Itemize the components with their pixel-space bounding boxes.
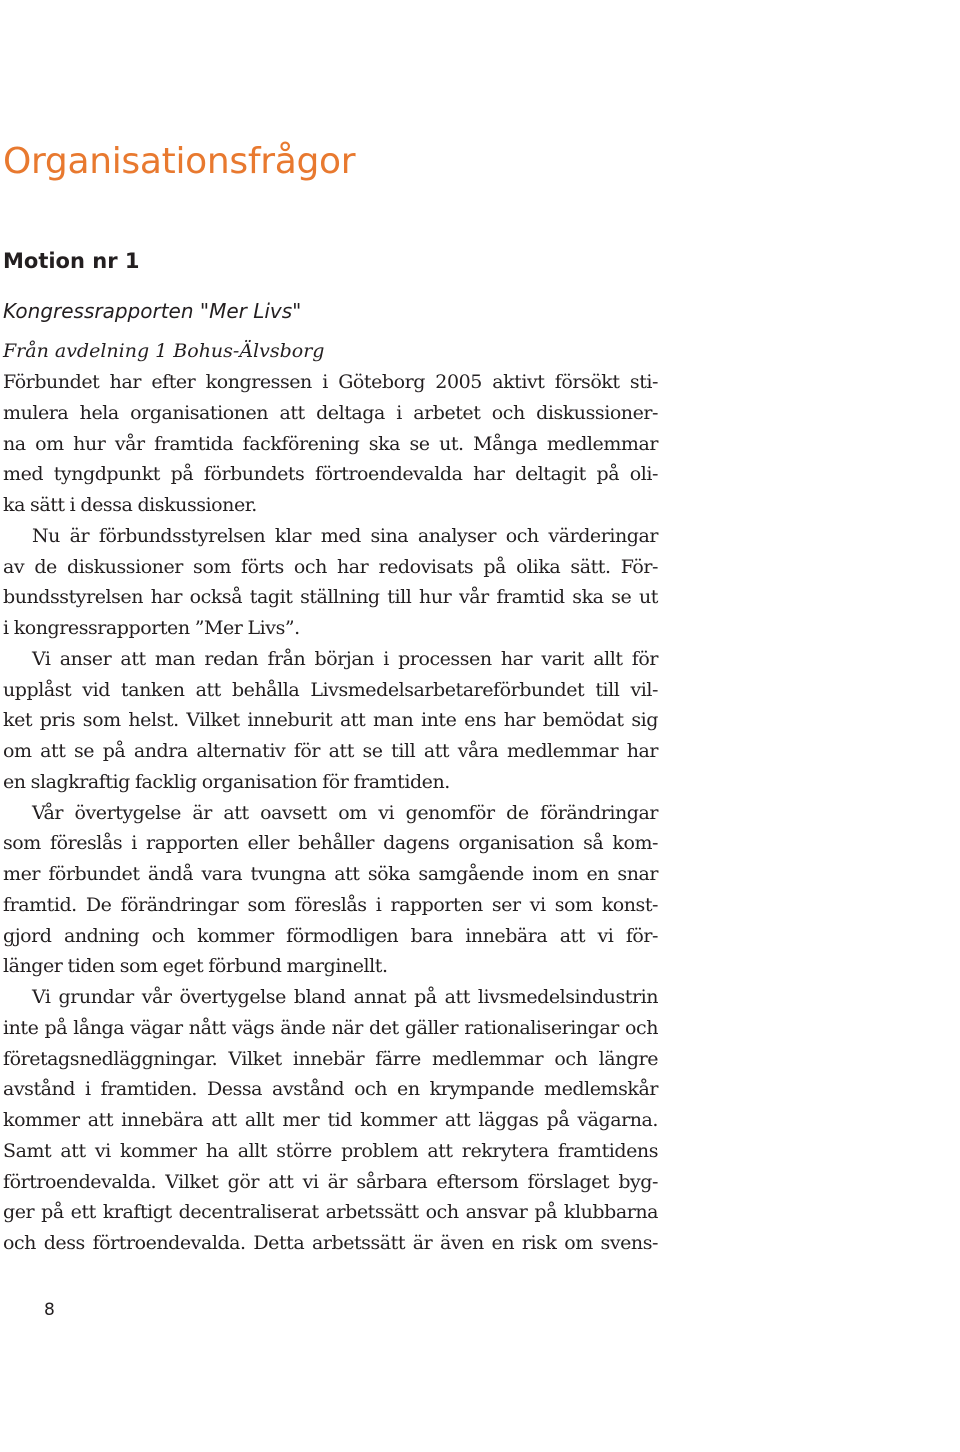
text-line: med tyngdpunkt på förbundets förtroendevalda har deltagit på oli- — [3, 463, 658, 486]
text-line: gjord andning och kommer förmodligen bara innebära att vi för- — [3, 924, 658, 947]
text-line: och dess förtroendevalda. Detta arbetssätt är även en risk om svens- — [3, 1232, 658, 1254]
text-line: Vi grundar vår övertygelse bland annat på att livsmedelsindustrin — [32, 986, 658, 1008]
text-line: framtid. De förändringar som föreslås i rapporten ser vi som konst- — [3, 893, 658, 916]
text-line: inte på långa vägar nått vägs ände när det gäller rationaliseringar och — [3, 1016, 658, 1039]
text-line: mulera hela organisationen att deltaga i arbetet och diskussioner- — [3, 401, 658, 424]
text-line: mer förbundet ändå vara tvungna att söka samgående inom en snar — [3, 863, 658, 885]
text-line: som föreslås i rapporten eller behåller dagens organisation så kom- — [3, 832, 658, 855]
paragraph-2 — [3, 521, 658, 644]
text-line: kommer att innebära att allt mer tid kommer att läggas på vägarna. — [3, 1109, 658, 1131]
paragraph-3 — [3, 644, 658, 798]
paragraph-5 — [3, 982, 658, 1259]
text-line: Förbundet har efter kongressen i Göteborg 2005 aktivt försökt sti- — [3, 371, 658, 393]
text-line: företagsnedläggningar. Vilket innebär färre medlemmar och längre — [3, 1047, 658, 1070]
page-number: 8 — [44, 1300, 55, 1320]
paragraph-1 — [3, 367, 658, 521]
text-line: Vi anser att man redan från början i processen har varit allt för — [32, 647, 658, 670]
text-line: Nu är förbundsstyrelsen klar med sina analyser och värderingar — [32, 524, 658, 547]
motion-from: Från avdelning 1 Bohus-Älvsborg — [3, 340, 325, 362]
motion-heading: Motion nr 1 — [3, 249, 140, 273]
text-line: ket pris som helst. Vilket inneburit att man inte ens har bemödat sig — [3, 709, 658, 732]
text-line: na om hur vår framtida fackförening ska se ut. Många medlemmar — [3, 432, 658, 455]
text-line: förtroendevalda. Vilket gör att vi är sårbara eftersom förslaget byg- — [3, 1170, 658, 1193]
text-line: Vår övertygelse är att oavsett om vi genomför de förändringar — [32, 801, 658, 824]
text-line: upplåst vid tanken att behålla Livsmedelsarbetareförbundet till vil- — [3, 678, 658, 701]
text-line: bundsstyrelsen har också tagit ställning till hur vår framtid ska se ut — [3, 586, 658, 609]
text-line: en slagkraftig facklig organisation för framtiden. — [3, 770, 450, 793]
text-line: av de diskussioner som förts och har redovisats på olika sätt. För- — [3, 555, 658, 578]
paragraph-4 — [3, 798, 658, 983]
page-title: Organisationsfrågor — [3, 141, 356, 182]
body-text — [3, 367, 658, 1259]
text-line: Samt att vi kommer ha allt större problem att rekrytera framtidens — [3, 1139, 658, 1162]
motion-subject: Kongressrapporten "Mer Livs" — [3, 299, 302, 323]
text-line: i kongressrapporten ”Mer Livs”. — [3, 617, 300, 639]
text-line: ka sätt i dessa diskussioner. — [3, 494, 257, 516]
text-line: om att se på andra alternativ för att se till att våra medlemmar har — [3, 740, 658, 762]
text-line: avstånd i framtiden. Dessa avstånd och en krympande medlemskår — [3, 1078, 658, 1101]
text-line: ger på ett kraftigt decentraliserat arbetssätt och ansvar på klubbarna — [3, 1201, 658, 1224]
text-line: länger tiden som eget förbund marginellt. — [3, 955, 388, 978]
